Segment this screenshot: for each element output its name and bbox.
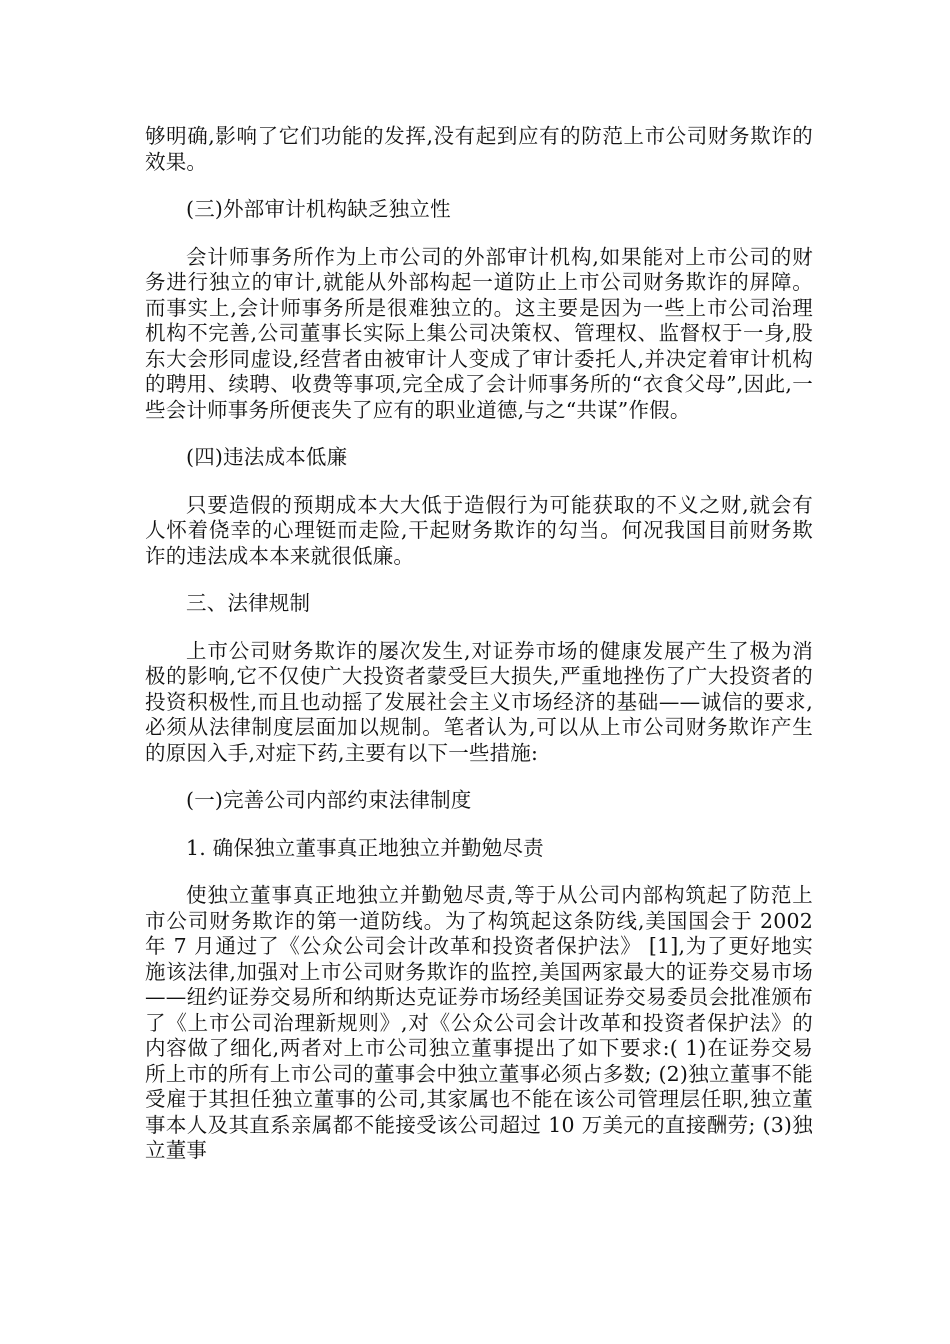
paragraph-low-cost: 只要造假的预期成本大大低于造假行为可能获取的不义之财,就会有人怀着侥幸的心理铤而走险,干起财务欺诈的勾当。何况我国目前财务欺诈的违法成本本来就很低廉。: [145, 492, 813, 568]
paragraph-independent-directors: 使独立董事真正地独立并勤勉尽责,等于从公司内部构筑起了防范上市公司财务欺诈的第一道防线。为了构筑起这条防线,美国国会于 2002 年 7 月通过了《公众公司会计改革和投资者保护法》 [1],为了更好地实施该法律,加强对上市公司财务欺诈的监控,美国两家最大的证券交易市场——纽约证券交易所和纳斯达克证券市场经美国证券交易委员会批准颁布了《上市公司治理新规则》,对《公众公司会计改革和投资者保护法》的内容做了细化,两者对上市公司独立董事提出了如下要求:( 1)在证券交易所上市的所有上市公司的董事会中独立董事必须占多数; (2)独立董事不能受雇于其担任独立董事的公司,其家属也不能在该公司管理层任职,独立董事本人及其直系亲属都不能接受该公司超过 10 万美元的直接酬劳; (3)独立董事: [145, 883, 813, 1162]
document-page: [145, 124, 813, 1186]
section-heading-independent-directors: 1. 确保独立董事真正地独立并勤勉尽责: [186, 835, 544, 860]
paragraph-continuation: 够明确,影响了它们功能的发挥,没有起到应有的防范上市公司财务欺诈的效果。: [145, 124, 813, 174]
section-heading-low-cost: (四)违法成本低廉: [186, 445, 348, 469]
paragraph-audit-independence: 会计师事务所作为上市公司的外部审计机构,如果能对上市公司的财务进行独立的审计,就能从外部构起一道防止上市公司财务欺诈的屏障。而事实上,会计师事务所是很难独立的。这主要是因为一些上市公司治理机构不完善,公司董事长实际上集公司决策权、管理权、监督权于一身,股东大会形同虚设,经营者由被审计人变成了审计委托人,并决定着审计机构的聘用、续聘、收费等事项,完全成了会计师事务所的“衣食父母”,因此,一些会计师事务所便丧失了应有的职业道德,与之“共谋”作假。: [145, 244, 813, 422]
paragraph-legal-regulation: 上市公司财务欺诈的屡次发生,对证券市场的健康发展产生了极为消极的影响,它不仅使广大投资者蒙受巨大损失,严重地挫伤了广大投资者的投资积极性,而且也动摇了发展社会主义市场经济的基础——诚信的要求,必须从法律制度层面加以规制。笔者认为,可以从上市公司财务欺诈产生的原因入手,对症下药,主要有以下一些措施:: [145, 638, 813, 765]
section-heading-legal-regulation: 三、法律规制: [186, 591, 311, 615]
section-heading-external-audit: (三)外部审计机构缺乏独立性: [186, 197, 451, 221]
section-heading-internal-constraint: (一)完善公司内部约束法律制度: [186, 788, 472, 812]
